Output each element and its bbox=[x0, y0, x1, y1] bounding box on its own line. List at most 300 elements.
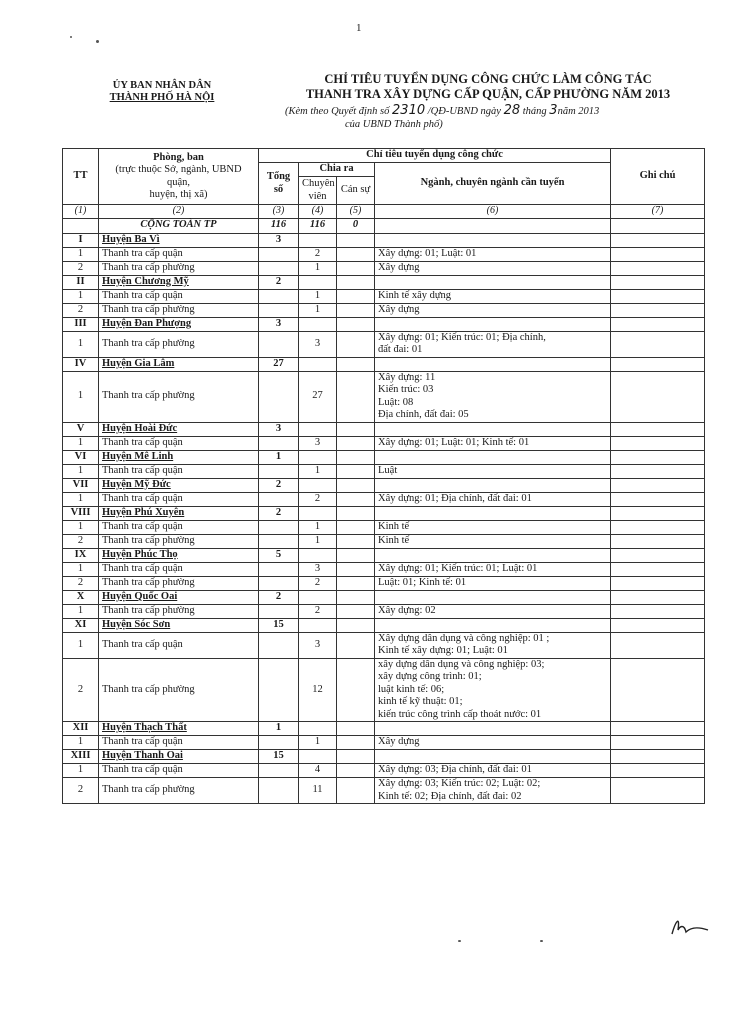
unit-specialist: 1 bbox=[299, 520, 337, 534]
empty-cell bbox=[337, 618, 375, 632]
signature-initial bbox=[668, 912, 712, 942]
header-department bbox=[99, 149, 259, 205]
empty-cell bbox=[299, 722, 337, 736]
unit-row bbox=[63, 778, 705, 804]
empty-cell bbox=[259, 562, 299, 576]
district-name: Huyện Ba Vì bbox=[99, 233, 259, 247]
major-line: Luật: 01; Kinh tế: 01 bbox=[378, 576, 467, 588]
row-tt: II bbox=[63, 275, 99, 289]
row-tt: 2 bbox=[63, 658, 99, 722]
empty-cell bbox=[611, 289, 705, 303]
major-line: xây dựng công trình: 01; bbox=[378, 671, 482, 682]
row-tt: XIII bbox=[63, 750, 99, 764]
row-tt: 2 bbox=[63, 576, 99, 590]
grand-total-specialist: 116 bbox=[299, 218, 337, 233]
empty-cell bbox=[611, 450, 705, 464]
unit-name: Thanh tra cấp phường bbox=[99, 778, 259, 804]
empty-cell bbox=[337, 604, 375, 618]
empty-cell bbox=[611, 478, 705, 492]
empty-cell bbox=[337, 520, 375, 534]
decision-number: 2310 bbox=[392, 103, 426, 118]
empty-cell bbox=[337, 233, 375, 247]
empty-cell bbox=[611, 658, 705, 722]
grand-total-clerk: 0 bbox=[337, 218, 375, 233]
empty-cell bbox=[611, 371, 705, 422]
unit-majors bbox=[375, 289, 611, 303]
major-line: Kinh tế xây dựng: 01; Luật: 01 bbox=[378, 645, 508, 656]
major-line: kinh tế kỹ thuật: 01; bbox=[378, 696, 463, 707]
empty-cell bbox=[259, 534, 299, 548]
empty-cell bbox=[611, 331, 705, 357]
unit-majors bbox=[375, 331, 611, 357]
district-name: Huyện Thạch Thất bbox=[99, 722, 259, 736]
unit-majors bbox=[375, 576, 611, 590]
empty-cell bbox=[299, 450, 337, 464]
issuer-line-2: THÀNH PHỐ HÀ NỘI bbox=[109, 92, 215, 103]
district-total: 2 bbox=[259, 275, 299, 289]
row-tt: 1 bbox=[63, 562, 99, 576]
empty-cell bbox=[259, 632, 299, 658]
header-dept-line-1: Phòng, ban bbox=[153, 151, 204, 163]
empty-cell bbox=[375, 478, 611, 492]
district-row bbox=[63, 618, 705, 632]
unit-specialist: 1 bbox=[299, 736, 337, 750]
empty-cell bbox=[299, 357, 337, 371]
row-tt: 1 bbox=[63, 632, 99, 658]
empty-cell bbox=[337, 478, 375, 492]
row-tt: III bbox=[63, 317, 99, 331]
district-total: 15 bbox=[259, 618, 299, 632]
empty-cell bbox=[337, 658, 375, 722]
district-row bbox=[63, 548, 705, 562]
scan-speck bbox=[96, 40, 99, 43]
empty-cell bbox=[337, 289, 375, 303]
district-total: 27 bbox=[259, 357, 299, 371]
unit-specialist: 12 bbox=[299, 658, 337, 722]
empty-cell bbox=[337, 436, 375, 450]
empty-cell bbox=[337, 576, 375, 590]
district-row bbox=[63, 422, 705, 436]
document-subtitle bbox=[285, 104, 705, 131]
col-number: (3) bbox=[259, 205, 299, 219]
row-tt: 1 bbox=[63, 436, 99, 450]
district-total: 1 bbox=[259, 450, 299, 464]
district-row bbox=[63, 478, 705, 492]
district-name: Huyện Đan Phượng bbox=[99, 317, 259, 331]
empty-cell bbox=[299, 750, 337, 764]
district-row bbox=[63, 722, 705, 736]
empty-cell bbox=[299, 422, 337, 436]
empty-cell bbox=[259, 303, 299, 317]
district-row bbox=[63, 590, 705, 604]
empty-cell bbox=[611, 534, 705, 548]
major-line: luật kinh tế: 06; bbox=[378, 683, 445, 695]
empty-cell bbox=[611, 562, 705, 576]
scan-speck bbox=[458, 940, 461, 942]
issuer-line-1: ỦY BAN NHÂN DÂN bbox=[112, 80, 212, 91]
unit-specialist: 2 bbox=[299, 492, 337, 506]
empty-cell bbox=[611, 233, 705, 247]
district-name: Huyện Thanh Oai bbox=[99, 750, 259, 764]
district-name: Huyện Chương Mỹ bbox=[99, 275, 259, 289]
unit-majors bbox=[375, 247, 611, 261]
unit-majors bbox=[375, 261, 611, 275]
issuer-block bbox=[92, 80, 232, 104]
empty-cell bbox=[259, 520, 299, 534]
row-tt: 2 bbox=[63, 261, 99, 275]
empty-cell bbox=[611, 317, 705, 331]
unit-name: Thanh tra cấp phường bbox=[99, 534, 259, 548]
empty-cell bbox=[299, 275, 337, 289]
scan-speck bbox=[70, 36, 72, 38]
row-tt: 1 bbox=[63, 464, 99, 478]
unit-specialist: 4 bbox=[299, 764, 337, 778]
unit-row bbox=[63, 534, 705, 548]
unit-name: Thanh tra cấp phường bbox=[99, 576, 259, 590]
header-clerk: Cán sự bbox=[337, 177, 375, 205]
empty-cell bbox=[337, 492, 375, 506]
document-title bbox=[268, 72, 708, 102]
header-dept-line-3: quận, bbox=[166, 176, 191, 188]
empty-cell bbox=[337, 736, 375, 750]
title-line-1: CHỈ TIÊU TUYỂN DỤNG CÔNG CHỨC LÀM CÔNG TÁC bbox=[324, 72, 652, 86]
empty-cell bbox=[259, 764, 299, 778]
row-tt: V bbox=[63, 422, 99, 436]
empty-cell bbox=[375, 357, 611, 371]
unit-row bbox=[63, 261, 705, 275]
district-row bbox=[63, 357, 705, 371]
unit-name: Thanh tra cấp quận bbox=[99, 520, 259, 534]
col-number: (5) bbox=[337, 205, 375, 219]
unit-name: Thanh tra cấp phường bbox=[99, 371, 259, 422]
row-tt: 2 bbox=[63, 303, 99, 317]
empty-cell bbox=[611, 303, 705, 317]
empty-cell bbox=[611, 357, 705, 371]
district-total: 5 bbox=[259, 548, 299, 562]
empty-cell bbox=[259, 371, 299, 422]
unit-majors bbox=[375, 520, 611, 534]
unit-name: Thanh tra cấp phường bbox=[99, 604, 259, 618]
grand-total-total: 116 bbox=[259, 218, 299, 233]
header-majors: Ngành, chuyên ngành cần tuyển bbox=[375, 163, 611, 205]
empty-cell bbox=[259, 492, 299, 506]
unit-row bbox=[63, 289, 705, 303]
empty-cell bbox=[299, 590, 337, 604]
empty-cell bbox=[299, 618, 337, 632]
empty-cell bbox=[337, 422, 375, 436]
subtitle-text-4: năm 2013 bbox=[557, 106, 600, 117]
empty-cell bbox=[337, 303, 375, 317]
unit-name: Thanh tra cấp phường bbox=[99, 658, 259, 722]
unit-row bbox=[63, 604, 705, 618]
quota-table-body bbox=[63, 233, 705, 804]
major-line: kiến trúc công trình cấp thoát nước: 01 bbox=[378, 708, 542, 720]
empty-cell bbox=[611, 632, 705, 658]
unit-majors bbox=[375, 436, 611, 450]
unit-specialist: 1 bbox=[299, 303, 337, 317]
district-name: Huyện Gia Lâm bbox=[99, 357, 259, 371]
unit-row bbox=[63, 303, 705, 317]
unit-majors bbox=[375, 778, 611, 804]
unit-row bbox=[63, 520, 705, 534]
major-line: Xây dựng: 01; Luật: 01 bbox=[378, 247, 477, 259]
unit-name: Thanh tra cấp quận bbox=[99, 464, 259, 478]
unit-specialist: 2 bbox=[299, 604, 337, 618]
unit-row bbox=[63, 436, 705, 450]
unit-specialist: 3 bbox=[299, 331, 337, 357]
unit-specialist: 3 bbox=[299, 436, 337, 450]
district-total: 3 bbox=[259, 233, 299, 247]
unit-majors bbox=[375, 736, 611, 750]
district-total: 1 bbox=[259, 722, 299, 736]
unit-majors bbox=[375, 632, 611, 658]
empty-cell bbox=[611, 275, 705, 289]
unit-row bbox=[63, 371, 705, 422]
empty-cell bbox=[611, 548, 705, 562]
district-name: Huyện Phúc Thọ bbox=[99, 548, 259, 562]
empty-cell bbox=[337, 247, 375, 261]
empty-cell bbox=[259, 736, 299, 750]
district-name: Huyện Mê Linh bbox=[99, 450, 259, 464]
unit-row bbox=[63, 632, 705, 658]
district-row bbox=[63, 233, 705, 247]
unit-majors bbox=[375, 303, 611, 317]
major-line: Kinh tế: 02; Địa chính, đất đai: 02 bbox=[378, 790, 522, 802]
row-tt: 1 bbox=[63, 331, 99, 357]
decision-day: 28 bbox=[503, 103, 521, 118]
unit-name: Thanh tra cấp quận bbox=[99, 247, 259, 261]
row-tt: VII bbox=[63, 478, 99, 492]
col-number: (6) bbox=[375, 205, 611, 219]
row-tt: 1 bbox=[63, 492, 99, 506]
major-line: Xây dựng: 03; Địa chính, đất đai: 01 bbox=[378, 764, 532, 776]
empty-cell bbox=[611, 590, 705, 604]
empty-cell bbox=[337, 632, 375, 658]
unit-row bbox=[63, 331, 705, 357]
header-dept-line-4: huyện, thị xã) bbox=[149, 189, 208, 200]
major-line: Địa chính, đất đai: 05 bbox=[378, 409, 469, 420]
header-quota-group: Chỉ tiêu tuyển dụng công chức bbox=[259, 149, 611, 163]
major-line: xây dựng dân dụng và công nghiệp: 03; bbox=[378, 658, 545, 670]
empty-cell bbox=[259, 261, 299, 275]
unit-specialist: 3 bbox=[299, 562, 337, 576]
row-tt: 1 bbox=[63, 520, 99, 534]
unit-row bbox=[63, 562, 705, 576]
unit-majors bbox=[375, 658, 611, 722]
district-total: 3 bbox=[259, 422, 299, 436]
empty-cell bbox=[337, 464, 375, 478]
unit-name: Thanh tra cấp phường bbox=[99, 303, 259, 317]
major-line: Kinh tế bbox=[378, 534, 410, 546]
unit-row bbox=[63, 492, 705, 506]
unit-name: Thanh tra cấp quận bbox=[99, 436, 259, 450]
empty-cell bbox=[337, 764, 375, 778]
unit-name: Thanh tra cấp phường bbox=[99, 331, 259, 357]
unit-specialist: 27 bbox=[299, 371, 337, 422]
district-row bbox=[63, 275, 705, 289]
major-line: Xây dựng: 11 bbox=[378, 371, 436, 383]
page-number: 1 bbox=[356, 22, 362, 34]
district-row bbox=[63, 506, 705, 520]
unit-majors bbox=[375, 464, 611, 478]
row-tt: VI bbox=[63, 450, 99, 464]
empty-cell bbox=[375, 750, 611, 764]
empty-cell bbox=[611, 261, 705, 275]
empty-cell bbox=[611, 604, 705, 618]
empty-cell bbox=[375, 618, 611, 632]
empty-cell bbox=[337, 317, 375, 331]
unit-majors bbox=[375, 604, 611, 618]
row-tt: XII bbox=[63, 722, 99, 736]
empty-cell bbox=[259, 604, 299, 618]
header-total: Tổng số bbox=[259, 163, 299, 205]
unit-name: Thanh tra cấp quận bbox=[99, 736, 259, 750]
empty-cell bbox=[375, 317, 611, 331]
col-number: (4) bbox=[299, 205, 337, 219]
district-row bbox=[63, 450, 705, 464]
empty-cell bbox=[299, 548, 337, 562]
empty-cell bbox=[611, 436, 705, 450]
district-total: 15 bbox=[259, 750, 299, 764]
grand-total-label: CỘNG TOÀN TP bbox=[99, 218, 259, 233]
district-name: Huyện Quốc Oai bbox=[99, 590, 259, 604]
district-name: Huyện Phú Xuyên bbox=[99, 506, 259, 520]
empty-cell bbox=[337, 331, 375, 357]
empty-cell bbox=[259, 247, 299, 261]
major-line: Xây dựng dân dụng và công nghiệp: 01 ; bbox=[378, 632, 550, 644]
empty-cell bbox=[375, 590, 611, 604]
row-tt: 1 bbox=[63, 736, 99, 750]
unit-name: Thanh tra cấp quận bbox=[99, 764, 259, 778]
title-line-2: THANH TRA XÂY DỰNG CẤP QUẬN, CẤP PHƯỜNG NĂM 2013 bbox=[305, 87, 671, 101]
empty-cell bbox=[259, 289, 299, 303]
empty-cell bbox=[259, 778, 299, 804]
empty-cell bbox=[337, 750, 375, 764]
header-tt: TT bbox=[63, 149, 99, 205]
major-line: Xây dựng: 01; Kiến trúc: 01; Luật: 01 bbox=[378, 562, 538, 574]
empty-cell bbox=[375, 506, 611, 520]
header-specialist: Chuyên viên bbox=[299, 177, 337, 205]
unit-specialist: 2 bbox=[299, 576, 337, 590]
empty-cell bbox=[259, 331, 299, 357]
unit-specialist: 1 bbox=[299, 289, 337, 303]
empty-cell bbox=[611, 618, 705, 632]
major-line: Luật bbox=[378, 464, 398, 476]
header-split: Chia ra bbox=[299, 163, 375, 177]
empty-cell bbox=[611, 764, 705, 778]
row-tt: I bbox=[63, 233, 99, 247]
unit-row bbox=[63, 736, 705, 750]
empty-cell bbox=[337, 590, 375, 604]
unit-majors bbox=[375, 764, 611, 778]
row-tt: IX bbox=[63, 548, 99, 562]
row-tt: X bbox=[63, 590, 99, 604]
empty-cell bbox=[337, 261, 375, 275]
empty-cell bbox=[299, 506, 337, 520]
unit-row bbox=[63, 764, 705, 778]
row-tt: 2 bbox=[63, 534, 99, 548]
col-number: (2) bbox=[99, 205, 259, 219]
unit-specialist: 3 bbox=[299, 632, 337, 658]
empty-cell bbox=[299, 317, 337, 331]
empty-cell bbox=[375, 422, 611, 436]
major-line: Kinh tế xây dựng bbox=[378, 289, 452, 301]
unit-specialist: 2 bbox=[299, 247, 337, 261]
empty-cell bbox=[611, 576, 705, 590]
major-line: Xây dựng bbox=[378, 303, 420, 315]
major-line: Kiến trúc: 03 bbox=[378, 384, 434, 395]
unit-name: Thanh tra cấp quận bbox=[99, 289, 259, 303]
row-tt: 1 bbox=[63, 604, 99, 618]
empty-cell bbox=[611, 492, 705, 506]
empty-cell bbox=[337, 562, 375, 576]
header-note: Ghi chú bbox=[611, 149, 705, 205]
unit-row bbox=[63, 576, 705, 590]
col-number: (7) bbox=[611, 205, 705, 219]
subtitle-text-1: (Kèm theo Quyết định số bbox=[285, 106, 390, 117]
empty-cell bbox=[337, 534, 375, 548]
row-tt: 2 bbox=[63, 778, 99, 804]
district-name: Huyện Hoài Đức bbox=[99, 422, 259, 436]
empty-cell bbox=[259, 658, 299, 722]
empty-cell bbox=[375, 548, 611, 562]
empty-cell bbox=[375, 233, 611, 247]
major-line: Xây dựng: 01; Địa chính, đất đai: 01 bbox=[378, 492, 532, 504]
row-tt: XI bbox=[63, 618, 99, 632]
empty-cell bbox=[259, 464, 299, 478]
row-tt: 1 bbox=[63, 289, 99, 303]
unit-specialist: 1 bbox=[299, 261, 337, 275]
district-total: 2 bbox=[259, 478, 299, 492]
district-name: Huyện Sóc Sơn bbox=[99, 618, 259, 632]
district-total: 3 bbox=[259, 317, 299, 331]
grand-total-row bbox=[63, 218, 705, 233]
empty-cell bbox=[611, 736, 705, 750]
subtitle-line-2: của UBND Thành phố) bbox=[345, 119, 443, 130]
empty-cell bbox=[611, 778, 705, 804]
unit-specialist: 1 bbox=[299, 534, 337, 548]
row-tt: IV bbox=[63, 357, 99, 371]
quota-table bbox=[62, 148, 705, 804]
empty-cell bbox=[611, 750, 705, 764]
district-row bbox=[63, 750, 705, 764]
district-name: Huyện Mỹ Đức bbox=[99, 478, 259, 492]
empty-cell bbox=[337, 371, 375, 422]
unit-specialist: 11 bbox=[299, 778, 337, 804]
empty-cell bbox=[337, 778, 375, 804]
major-line: Xây dựng: 03; Kiến trúc: 02; Luật: 02; bbox=[378, 778, 541, 789]
empty-cell bbox=[375, 450, 611, 464]
major-line: Kinh tế bbox=[378, 520, 410, 532]
empty-cell bbox=[611, 464, 705, 478]
unit-specialist: 1 bbox=[299, 464, 337, 478]
empty-cell bbox=[299, 233, 337, 247]
empty-cell bbox=[611, 422, 705, 436]
empty-cell bbox=[337, 722, 375, 736]
unit-name: Thanh tra cấp quận bbox=[99, 632, 259, 658]
empty-cell bbox=[299, 478, 337, 492]
row-tt: 1 bbox=[63, 247, 99, 261]
row-tt: VIII bbox=[63, 506, 99, 520]
empty-cell bbox=[611, 247, 705, 261]
unit-name: Thanh tra cấp quận bbox=[99, 562, 259, 576]
unit-name: Thanh tra cấp phường bbox=[99, 261, 259, 275]
row-tt: 1 bbox=[63, 371, 99, 422]
major-line: Xây dựng: 01; Kiến trúc: 01; Địa chính, bbox=[378, 331, 546, 343]
unit-row bbox=[63, 464, 705, 478]
header-dept-line-2: (trực thuộc Sở, ngành, UBND bbox=[115, 164, 242, 175]
empty-cell bbox=[337, 450, 375, 464]
